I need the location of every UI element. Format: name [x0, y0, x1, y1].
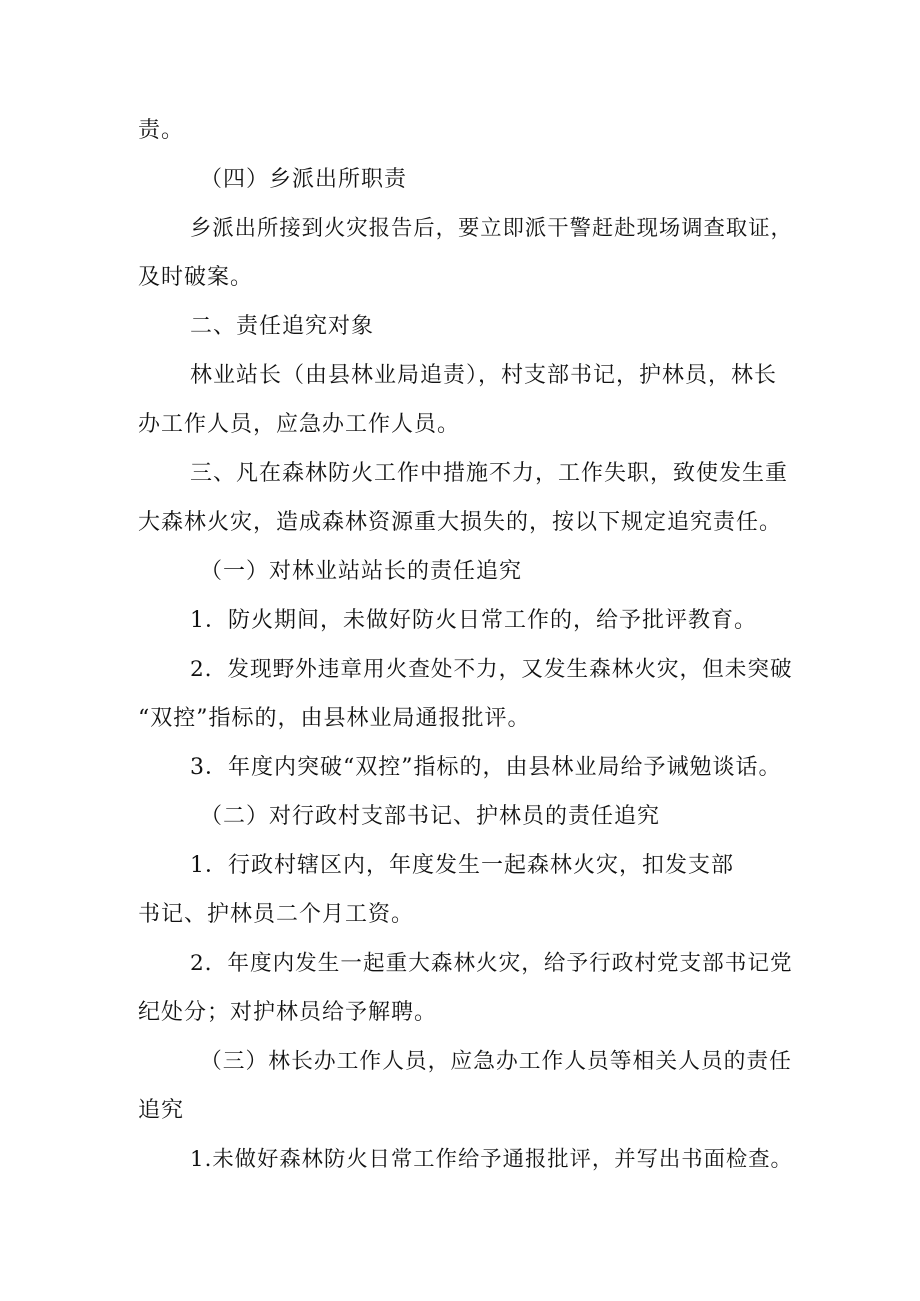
subsection-heading: （一）对林业站站长的责任追究 [200, 559, 523, 584]
text-line: 责。 [138, 118, 185, 143]
list-item: 2．发现野外违章用火查处不力，又发生森林火灾，但未突破 [190, 657, 793, 682]
section-heading: 三、凡在森林防火工作中措施不力，工作失职，致使发生重 [190, 461, 789, 486]
text-line: 办工作人员，应急办工作人员。 [138, 412, 461, 437]
section-heading: 二、责任追究对象 [190, 314, 375, 339]
text-line: “双控”指标的，由县林业局通报批评。 [138, 706, 531, 731]
text-line: 乡派出所接到火灾报告后，要立即派干警赶赴现场调查取证， [190, 216, 793, 241]
subsection-heading: （二）对行政村支部书记、护林员的责任追究 [200, 804, 661, 829]
text-line: 林业站长（由县林业局追责），村支部书记，护林员，林长 [190, 363, 778, 388]
list-item: 1．行政村辖区内，年度发生一起森林火灾，扣发支部 [190, 853, 734, 878]
list-item: 1.未做好森林防火日常工作给予通报批评，并写出书面检查。 [190, 1147, 793, 1172]
text-line: 大森林火灾，造成森林资源重大损失的，按以下规定追究责任。 [138, 510, 783, 535]
text-line: 书记、护林员二个月工资。 [138, 902, 415, 927]
subsection-heading: （三）林长办工作人员，应急办工作人员等相关人员的责任 [200, 1049, 792, 1074]
list-item: 2．年度内发生一起重大森林火灾，给予行政村党支部书记党 [190, 951, 793, 976]
text-line: 追究 [138, 1098, 185, 1123]
list-item: 1．防火期间，未做好防火日常工作的，给予批评教育。 [190, 608, 757, 633]
list-item: 3．年度内突破“双控”指标的，由县林业局给予诫勉谈话。 [190, 755, 782, 780]
text-line: 及时破案。 [138, 265, 254, 290]
section-heading: （四）乡派出所职责 [200, 167, 408, 192]
text-line: 纪处分；对护林员给予解聘。 [138, 1000, 438, 1025]
